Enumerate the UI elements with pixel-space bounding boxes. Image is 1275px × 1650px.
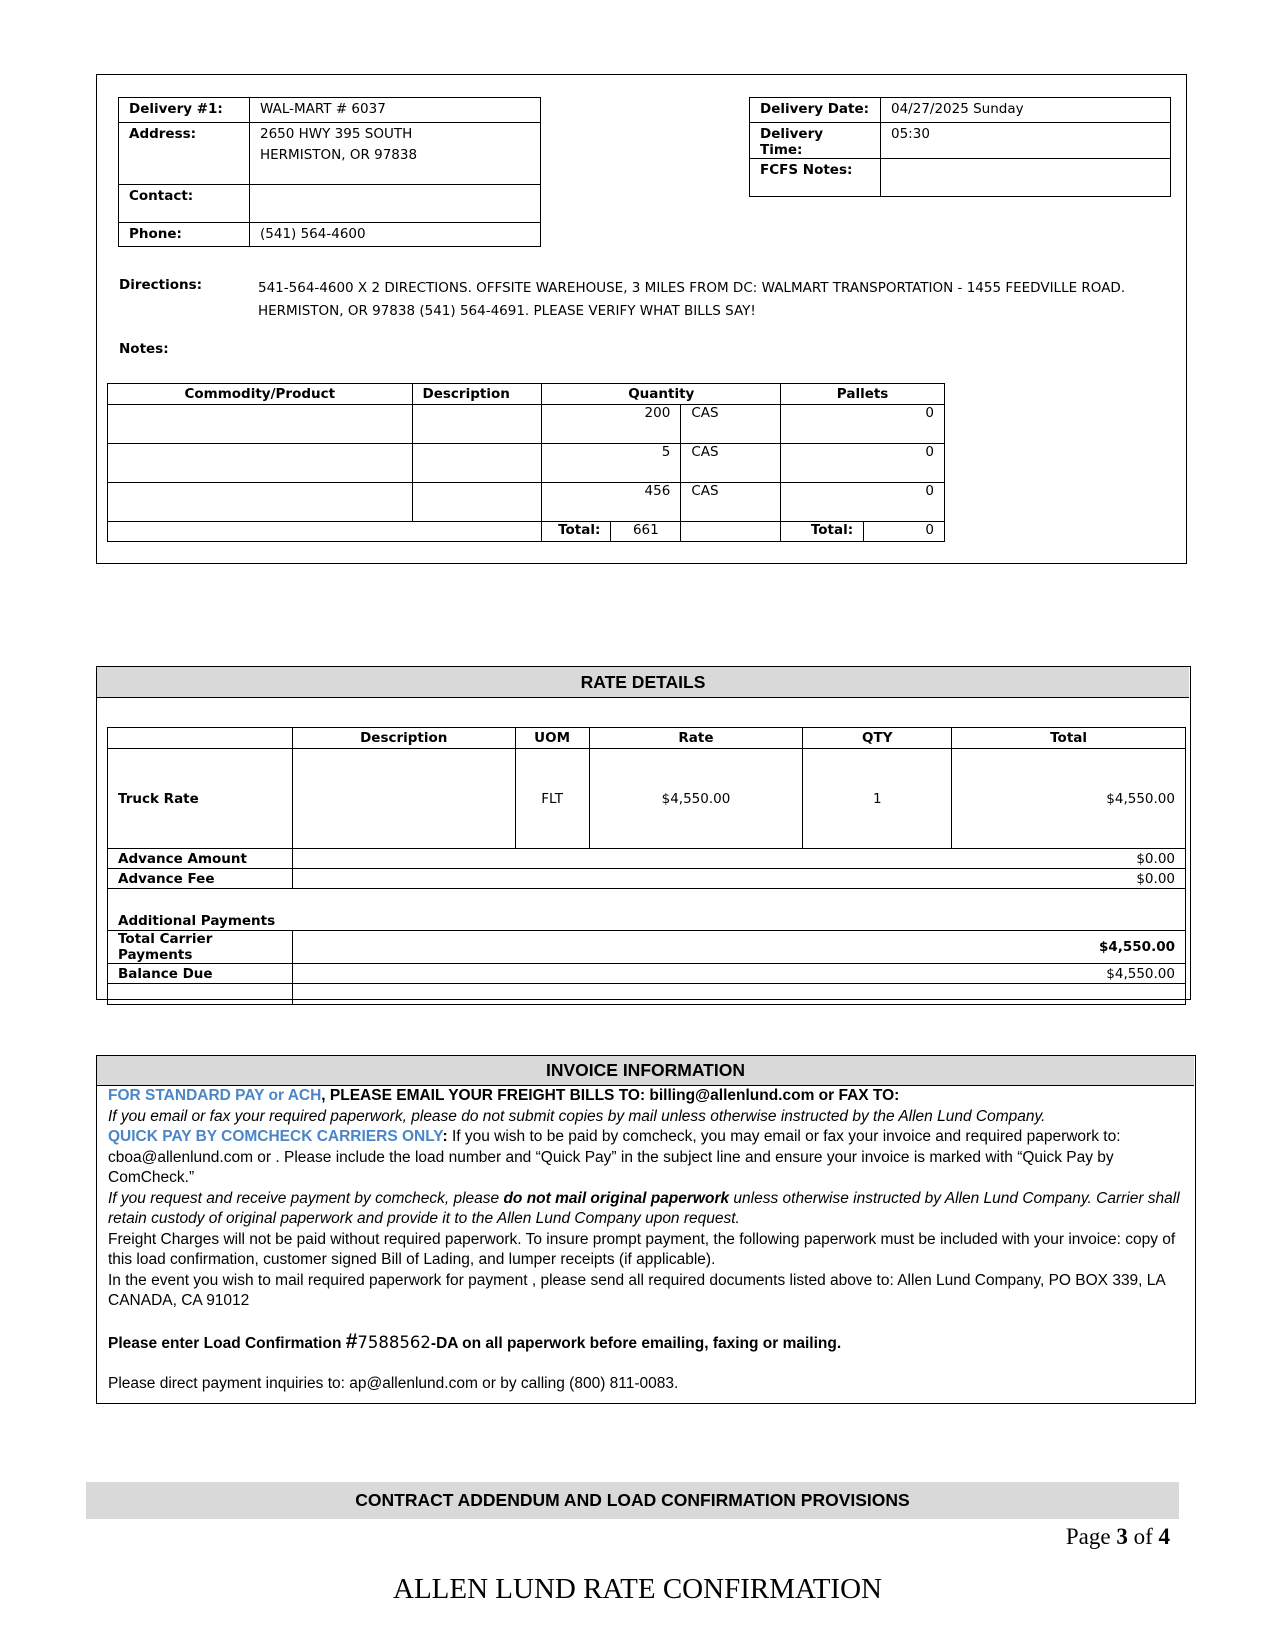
delivery-date-label: Delivery Date: (750, 98, 881, 123)
rate-table (107, 727, 1186, 1005)
contact-label: Contact: (119, 185, 250, 223)
standard-pay-heading: FOR STANDARD PAY or ACH (108, 1087, 322, 1104)
truck-rate: $4,550.00 (589, 749, 803, 849)
delivery-time-label: Delivery Time: (750, 123, 881, 159)
quantity-total-label: Total: (542, 522, 611, 542)
invoice-title: INVOICE INFORMATION (97, 1056, 1194, 1086)
header-quantity: Quantity (542, 384, 781, 405)
delivery-name: WAL-MART # 6037 (250, 98, 541, 123)
unit-value: CAS (681, 405, 781, 444)
commodity-row (108, 405, 945, 444)
rate-header-total: Total (952, 728, 1186, 749)
additional-payments-label: Additional Payments (108, 889, 1186, 931)
rate-header-qty: QTY (803, 728, 952, 749)
pallets-value: 0 (781, 483, 945, 522)
email-fax-note: If you email or fax your required paperwork, please do not submit copies by mail unless otherwise instructed by the Allen Lund Company. (108, 1107, 1046, 1125)
rate-header-description: Description (292, 728, 515, 749)
truck-qty: 1 (803, 749, 952, 849)
header-commodity: Commodity/Product (108, 384, 413, 405)
commodity-total-row (108, 522, 945, 542)
balance-due: $4,550.00 (292, 964, 1185, 984)
load-confirmation-number: 7588562 (357, 1332, 431, 1352)
directions-label: Directions: (119, 277, 203, 293)
address-line1: 2650 HWY 395 SOUTH (250, 123, 541, 147)
notes-label: Notes: (119, 341, 169, 357)
invoice-body (108, 1086, 1190, 1395)
delivery-date: 04/27/2025 Sunday (881, 98, 1171, 123)
advance-fee: $0.00 (292, 869, 1185, 889)
address-label: Address: (119, 123, 250, 147)
freight-charges-note: Freight Charges will not be paid without required paperwork. To insure prompt payment, the following paperwork must be included with your invoice: copy of this load confirmation, customer signed Bill of Lading, and lumper receipts (if applicable). (108, 1230, 1176, 1268)
address-line2: HERMISTON, OR 97838 (250, 147, 541, 185)
advance-fee-label: Advance Fee (108, 869, 293, 889)
quick-pay-paragraph: QUICK PAY BY COMCHECK CARRIERS ONLY: If you wish to be paid by comcheck, you may email or fax your invoice and required paperwork to: cboa@allenlund.com or . Please include the load number and “Quick Pay” in the subject line and ensure your invoice is marked with “Quick Pay by ComCheck.” (108, 1128, 1121, 1186)
quantity-value: 200 (542, 405, 681, 444)
directions-text: 541-564-4600 X 2 DIRECTIONS. OFFSITE WAREHOUSE, 3 MILES FROM DC: WALMART TRANSPORTATION - 1455 FEEDVILLE ROAD. HERMISTON, OR 97838 (541) 564-4691. PLEASE VERIFY WHAT BILLS SAY! (258, 280, 1126, 319)
unit-value: CAS (681, 444, 781, 483)
footer-title: ALLEN LUND RATE CONFIRMATION (393, 1573, 882, 1605)
quick-pay-heading: QUICK PAY BY COMCHECK CARRIERS ONLY (108, 1128, 443, 1145)
quantity-value: 5 (542, 444, 681, 483)
quantity-value: 456 (542, 483, 681, 522)
fcfs-notes (881, 159, 1171, 197)
load-confirmation-note: Please enter Load Confirmation #7588562-DA on all paperwork before emailing, faxing or mailing. (108, 1329, 842, 1353)
advance-amount-label: Advance Amount (108, 849, 293, 869)
total-carrier-label: Total Carrier Payments (108, 931, 293, 964)
fcfs-notes-label: FCFS Notes: (750, 159, 881, 197)
rate-header-uom: UOM (515, 728, 589, 749)
truck-total: $4,550.00 (952, 749, 1186, 849)
header-description: Description (412, 384, 542, 405)
pallets-value: 0 (781, 444, 945, 483)
balance-due-label: Balance Due (108, 964, 293, 984)
advance-amount: $0.00 (292, 849, 1185, 869)
contact-value (250, 185, 541, 223)
rate-header-rate: Rate (589, 728, 803, 749)
quantity-total: 661 (611, 522, 681, 542)
mail-address-note: In the event you wish to mail required paperwork for payment , please send all required documents listed above to: Allen Lund Company, PO BOX 339, LA CANADA, CA 91012 (108, 1271, 1165, 1309)
standard-pay-line: FOR STANDARD PAY or ACH, PLEASE EMAIL YOUR FREIGHT BILLS TO: billing@allenlund.com or FAX TO: (108, 1087, 900, 1104)
contract-addendum-heading: CONTRACT ADDENDUM AND LOAD CONFIRMATION PROVISIONS (86, 1482, 1179, 1519)
delivery-label: Delivery #1: (119, 98, 250, 123)
delivery-schedule-table (749, 97, 1171, 197)
delivery-info-table (118, 97, 541, 247)
page-number: Page 3 of 4 (1065, 1524, 1170, 1549)
commodity-table (107, 383, 945, 542)
phone-label: Phone: (119, 223, 250, 247)
total-carrier-payments: $4,550.00 (292, 931, 1185, 964)
pallets-value: 0 (781, 405, 945, 444)
truck-uom: FLT (515, 749, 589, 849)
commodity-row (108, 444, 945, 483)
unit-value: CAS (681, 483, 781, 522)
commodity-row (108, 483, 945, 522)
pallets-total: 0 (864, 522, 945, 542)
comcheck-note: If you request and receive payment by comcheck, please do not mail original paperwork unless otherwise instructed by Allen Lund Company. Carrier shall retain custody of original paperwork and provide it to the Allen Lund Company upon request. (108, 1189, 1180, 1227)
delivery-time: 05:30 (881, 123, 1171, 159)
truck-rate-label: Truck Rate (108, 749, 293, 849)
truck-rate-row (108, 749, 1186, 849)
payment-inquiries-note: Please direct payment inquiries to: ap@allenlund.com or by calling (800) 811-0083. (108, 1375, 679, 1392)
header-pallets: Pallets (781, 384, 945, 405)
pallets-total-label: Total: (781, 522, 864, 542)
phone-value: (541) 564-4600 (250, 223, 541, 247)
rate-details-title: RATE DETAILS (97, 667, 1189, 698)
